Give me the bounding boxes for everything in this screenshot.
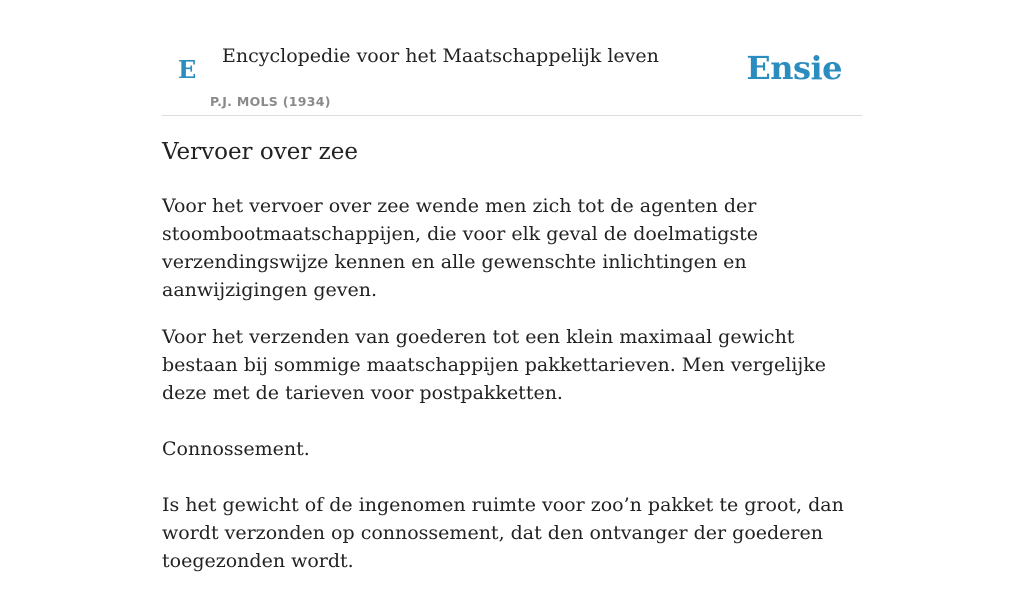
article-title: Vervoer over zee xyxy=(162,139,358,165)
ensie-brand-link[interactable]: Ensie xyxy=(746,49,842,87)
header xyxy=(162,0,862,116)
book-author: P.J. MOLS (1934) xyxy=(210,94,331,109)
page xyxy=(162,0,862,572)
article-paragraph: Voor het vervoer over zee wende men zich tot de agenten der stoombootmaatschappijen, die voor elk geval de doelmatigste verzendingswijze kennen en alle gewenschte inlichtingen en aanwijzigingen geven. xyxy=(162,195,759,301)
book-title-link[interactable]: Encyclopedie voor het Maatschappelijk leven xyxy=(222,45,659,67)
article-paragraph: Is het gewicht of de ingenomen ruimte voor zoo’n pakket te groot, dan wordt verzonden op connossement, dat den ontvanger der goederen toegezonden wordt. xyxy=(162,494,844,572)
article-body xyxy=(162,192,862,594)
article-paragraph: Voor het verzenden van goederen tot een klein maximaal gewicht bestaan bij sommige maatschappijen pakkettarieven. Men vergelijke deze met de tarieven voor postpakketten. xyxy=(162,326,827,404)
logo-e-link[interactable]: E xyxy=(178,55,197,84)
section-heading: Connossement. xyxy=(162,438,310,460)
